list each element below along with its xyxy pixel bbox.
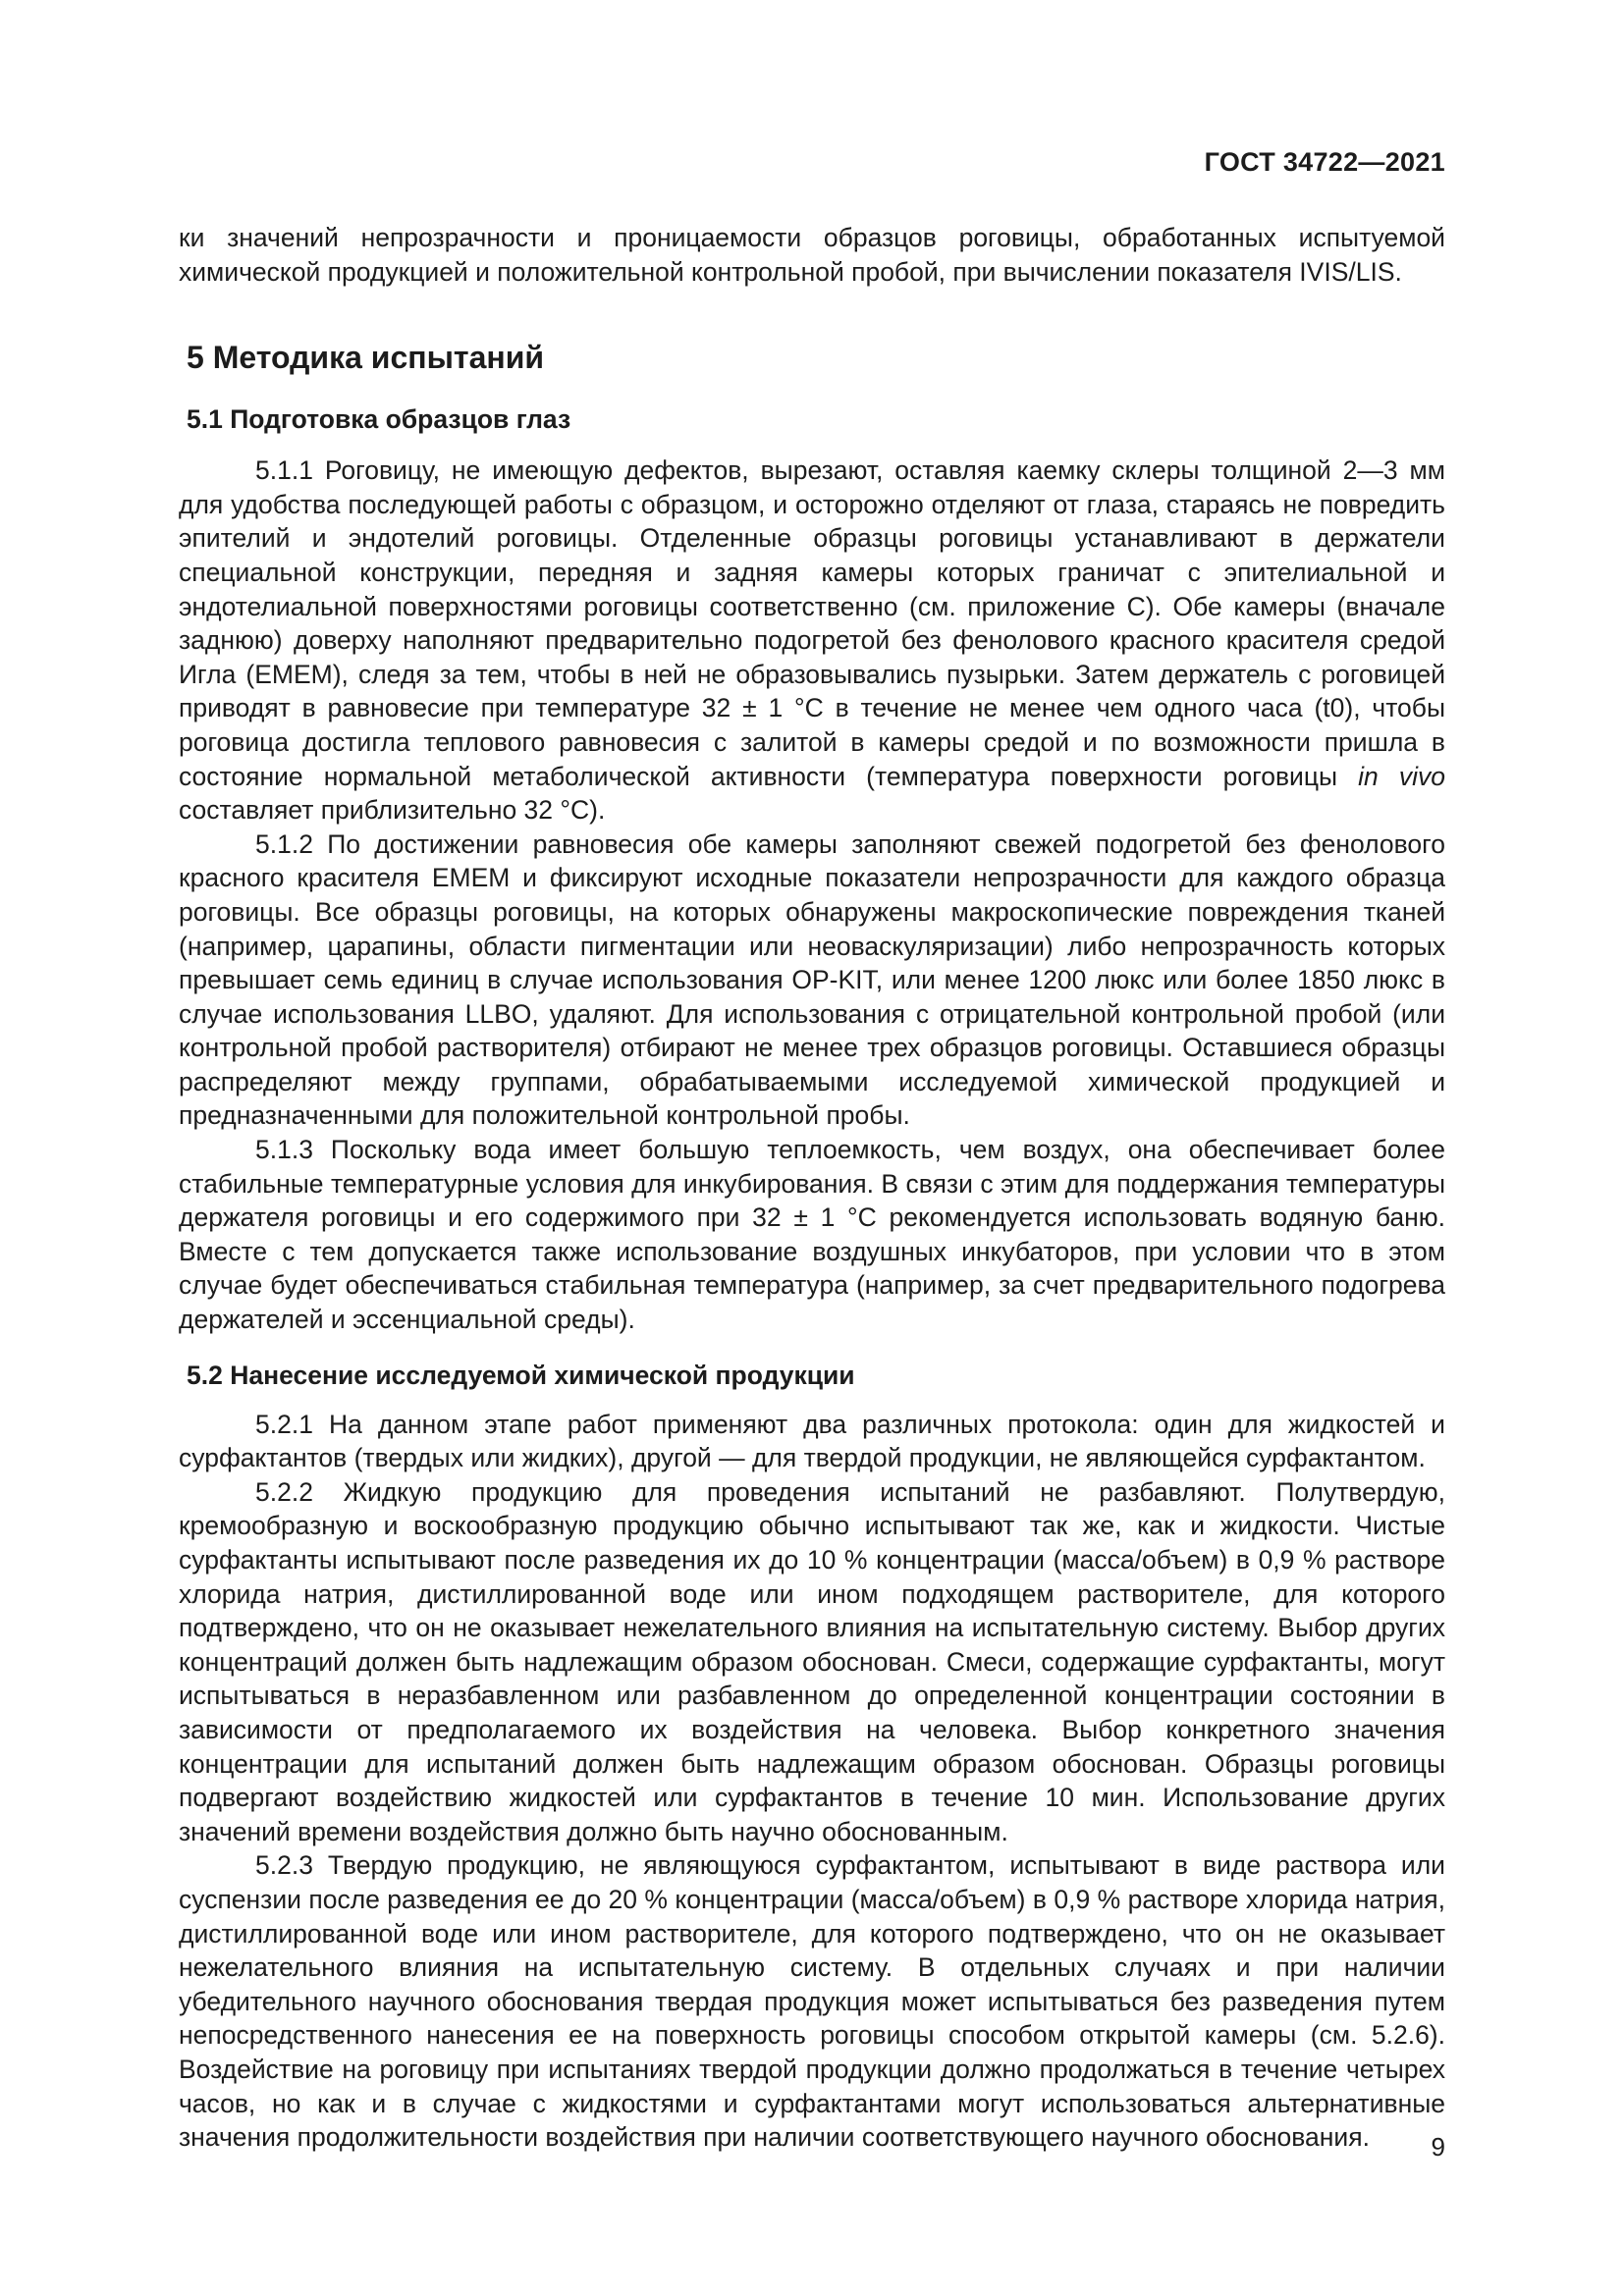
subsection-5-2-title: 5.2 Нанесение исследуемой химической продукции — [187, 1360, 855, 1390]
paragraph-5-2-1: 5.2.1 На данном этапе работ применяют два различных протокола: один для жидкостей и сурфактантов (твердых или жидких), другой — для твердой продукции, не являющейся сурфактантом. — [179, 1409, 1445, 1473]
document-body — [179, 221, 1445, 2155]
section-title: 5 Методика испытаний — [187, 340, 545, 376]
paragraph-5-2-3: 5.2.3 Твердую продукцию, не являющуюся сурфактантом, испытывают в виде раствора или суспензии после разведения ее до 20 % концентрации (масса/объем) в 0,9 % растворе хлорида натрия, дистиллированной воде или ином растворителе, для которого подтверждено, что он не оказывает нежелательного влияния на испытательную систему. В отдельных случаях и при наличии убедительного научного обоснования твердая продукция может испытываться без разведения путем непосредственного нанесения ее на поверхность роговицы способом открытой камеры (см. 5.2.6). Воздействие на роговицу при испытаниях твердой продукции должно продолжаться в течение четырех часов, но как и в случае с жидкостями и сурфактантами могут использоваться альтернативные значения продолжительности воздействия при наличии соответствующего научного обоснования. — [179, 1850, 1445, 2153]
page-number: 9 — [1431, 2132, 1445, 2162]
paragraph-5-1-3: 5.1.3 Поскольку вода имеет большую теплоемкость, чем воздух, она обеспечивает более стабильные температурные условия для инкубирования. В связи с этим для поддержания температуры держателя роговицы и его содержимого при 32 ± 1 °С рекомендуется использовать водяную баню. Вместе с тем допускается также использование воздушных инкубаторов, при условии что в этом случае будет обеспечиваться стабильная температура (например, за счет предварительного подогрева держателей и эссенциальной среды). — [179, 1135, 1445, 1335]
paragraph-5-1-2: 5.1.2 По достижении равновесия обе камеры заполняют свежей подогретой без фенолового красного красителя EMEM и фиксируют исходные показатели непрозрачности для каждого образца роговицы. Все образцы роговицы, на которых обнаружены макроскопические повреждения тканей (например, царапины, области пигментации или неоваскуляризации) либо непрозрачность которых превышает семь единиц в случае использования OP-KIT, или менее 1200 люкс или более 1850 люкс в случае использования LLBO, удаляют. Для использования с отрицательной контрольной пробой (или контрольной пробой растворителя) отбирают не менее трех образцов роговицы. Оставшиеся образцы распределяют между группами, обрабатываемыми исследуемой химической продукцией и предназначенными для положительной контрольной пробы. — [179, 828, 1445, 1131]
paragraph-5-1-1-italic: in vivo — [1358, 761, 1445, 791]
paragraph-5-1-1-text: 5.1.1 Роговицу, не имеющую дефектов, вырезают, оставляя каемку склеры толщиной 2—3 мм для удобства последующей работы с образцом, и осторожно отделяют от глаза, стараясь не повредить эпителий и эндотелий роговицы. Отделенные образцы роговицы устанавливают в держатели специальной конструкции, передняя и задняя камеры которых граничат с эпителиальной и эндотелиальной поверхностями роговицы соответственно (см. приложение С). Обе камеры (вначале заднюю) доверху наполняют предварительно подогретой без фенолового красного красителя средой Игла (EMEM), следя за тем, чтобы в ней не образовывались пузырьки. Затем держатель с роговицей приводят в равновесие при температуре 32 ± 1 °С в течение не менее чем одного часа (t0), чтобы роговица достигла теплового равновесия с залитой в камеры средой и по возможности пришла в состояние нормальной метаболической активности (температура поверхности роговицы — [179, 455, 1445, 791]
paragraph-5-1-1 — [179, 454, 1445, 828]
paragraph-5-1-1-text-end: составляет приблизительно 32 °С). — [179, 795, 606, 826]
standard-code-header: ГОСТ 34722—2021 — [1204, 147, 1445, 177]
subsection-5-1-title: 5.1 Подготовка образцов глаз — [187, 404, 571, 435]
intro-paragraph: ки значений непрозрачности и проницаемости образцов роговицы, обработанных испытуемой химической продукцией и положительной контрольной пробой, при вычислении показателя IVIS/LIS. — [179, 223, 1445, 287]
paragraph-5-2-2: 5.2.2 Жидкую продукцию для проведения испытаний не разбавляют. Полутвердую, кремообразную и воскообразную продукцию обычно испытывают так же, как и жидкости. Чистые сурфактанты испытывают после разведения их до 10 % концентрации (масса/объем) в 0,9 % растворе хлорида натрия, дистиллированной воде или ином подходящем растворителе, для которого подтверждено, что он не оказывает нежелательного влияния на испытательную систему. Выбор других концентраций должен быть надлежащим образом обоснован. Смеси, содержащие сурфактанты, могут испытываться в неразбавленном или разбавленном до определенной концентрации состоянии в зависимости от предполагаемого их воздействия на человека. Выбор конкретного значения концентрации для испытаний должен быть надлежащим образом обоснован. Образцы роговицы подвергают воздействию жидкостей или сурфактантов в течение 10 мин. Использование других значений времени воздействия должно быть научно обоснованным. — [179, 1476, 1445, 1846]
